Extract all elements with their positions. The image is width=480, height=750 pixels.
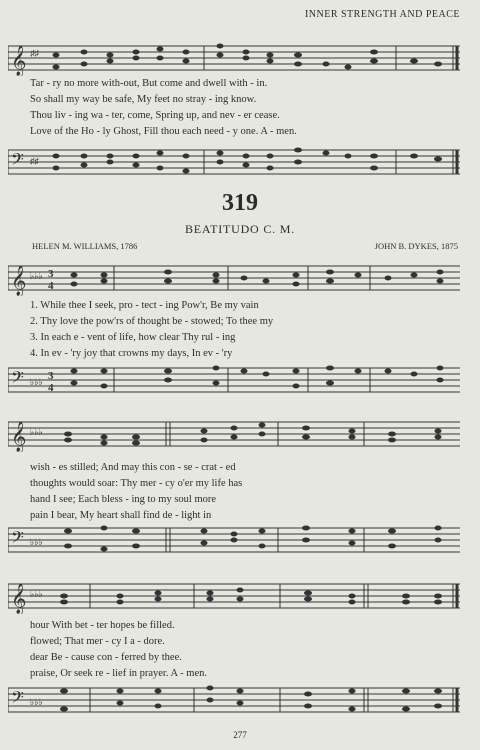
- lyrics-system-3: [30, 618, 456, 682]
- lyric-line: dear Be - cause con - ferred by thee.: [30, 652, 182, 663]
- bass-staff: [8, 364, 460, 394]
- bass-staff: [8, 684, 460, 710]
- treble-staff: [8, 262, 460, 295]
- lyric-line: wish - es stilled; And may this con - se - crat - ed: [30, 462, 236, 473]
- staff-lines-icon: [8, 42, 460, 76]
- author-credit: HELEN M. WILLIAMS, 1786: [32, 241, 138, 251]
- lyric-line: hour With bet - ter hopes be filled.: [30, 620, 175, 631]
- svg-text:4: 4: [48, 280, 54, 292]
- lyric-line: Love of the Ho - ly Ghost, Fill thou each need - y one. A - men.: [30, 126, 297, 137]
- lyrics-system-2: [30, 460, 456, 524]
- lyric-line: 2. Thy love the pow'rs of thought be - stowed; To thee my: [30, 316, 274, 327]
- staff-lines-icon: [8, 684, 460, 718]
- treble-staff: [8, 580, 460, 613]
- lyric-line: 3. In each e - vent of life, how clear Thy rul - ing: [30, 332, 236, 343]
- lyric-line: thoughts would soar: Thy mer - cy o'er my life has: [30, 478, 243, 489]
- svg-text:𝄢: 𝄢: [11, 369, 24, 391]
- svg-text:♭♭♭: ♭♭♭: [30, 377, 43, 387]
- svg-text:𝄢: 𝄢: [11, 151, 24, 173]
- running-title: INNER STRENGTH AND PEACE: [304, 9, 460, 20]
- page-number: 277: [233, 730, 247, 740]
- svg-text:♯♯: ♯♯: [30, 48, 39, 58]
- svg-text:♭♭♭: ♭♭♭: [30, 271, 43, 281]
- svg-text:𝄢: 𝄢: [11, 529, 24, 551]
- previous-hymn-lyrics: [30, 76, 456, 140]
- svg-text:𝄞: 𝄞: [11, 46, 27, 75]
- staff-lines-icon: [8, 580, 460, 614]
- staff-lines-icon: [8, 146, 460, 180]
- svg-text:♭♭♭: ♭♭♭: [30, 589, 43, 599]
- staff-lines-icon: [8, 418, 460, 452]
- lyric-line: flowed; That mer - cy I a - dore.: [30, 636, 165, 647]
- lyrics-system-1: [30, 298, 456, 362]
- staff-lines-icon: [8, 262, 460, 296]
- lyric-line: 1. While thee I seek, pro - tect - ing Pow'r, Be my vain: [30, 300, 259, 311]
- svg-text:♯♯: ♯♯: [30, 156, 39, 166]
- svg-text:𝄢: 𝄢: [11, 689, 24, 711]
- svg-text:𝄞: 𝄞: [11, 266, 27, 295]
- composer-credit: JOHN B. DYKES, 1875: [374, 241, 458, 251]
- staff-lines-icon: [8, 364, 460, 398]
- svg-text:♭♭♭: ♭♭♭: [30, 537, 43, 547]
- lyric-line: Tar - ry no more with-out, But come and dwell with - in.: [30, 78, 268, 89]
- bass-staff: [8, 524, 460, 550]
- tune-name: BEATITUDO C. M.: [185, 222, 295, 236]
- lyric-line: 4. In ev - 'ry joy that crowns my days, In ev - 'ry: [30, 348, 233, 359]
- lyric-line: praise, Or seek re - lief in prayer. A - men.: [30, 668, 207, 679]
- lyric-line: So shall my way be safe, My feet no stray - ing know.: [30, 94, 257, 105]
- lyric-line: pain I bear, My heart shall find de - light in: [30, 510, 212, 521]
- svg-text:3: 3: [48, 268, 54, 280]
- treble-staff: [8, 42, 460, 75]
- lyric-line: hand I see; Each bless - ing to my soul more: [30, 494, 217, 505]
- bass-staff: [8, 146, 460, 172]
- svg-text:♭♭♭: ♭♭♭: [30, 697, 43, 707]
- svg-text:4: 4: [48, 382, 54, 394]
- svg-text:♭♭♭: ♭♭♭: [30, 427, 43, 437]
- svg-text:𝄞: 𝄞: [11, 584, 27, 613]
- svg-text:3: 3: [48, 370, 54, 382]
- staff-lines-icon: [8, 524, 460, 558]
- lyric-line: Thou liv - ing wa - ter, come, Spring up, and nev - er cease.: [30, 110, 280, 121]
- hymn-number: 319: [222, 190, 258, 216]
- treble-staff: [8, 418, 460, 451]
- svg-text:𝄞: 𝄞: [11, 422, 27, 451]
